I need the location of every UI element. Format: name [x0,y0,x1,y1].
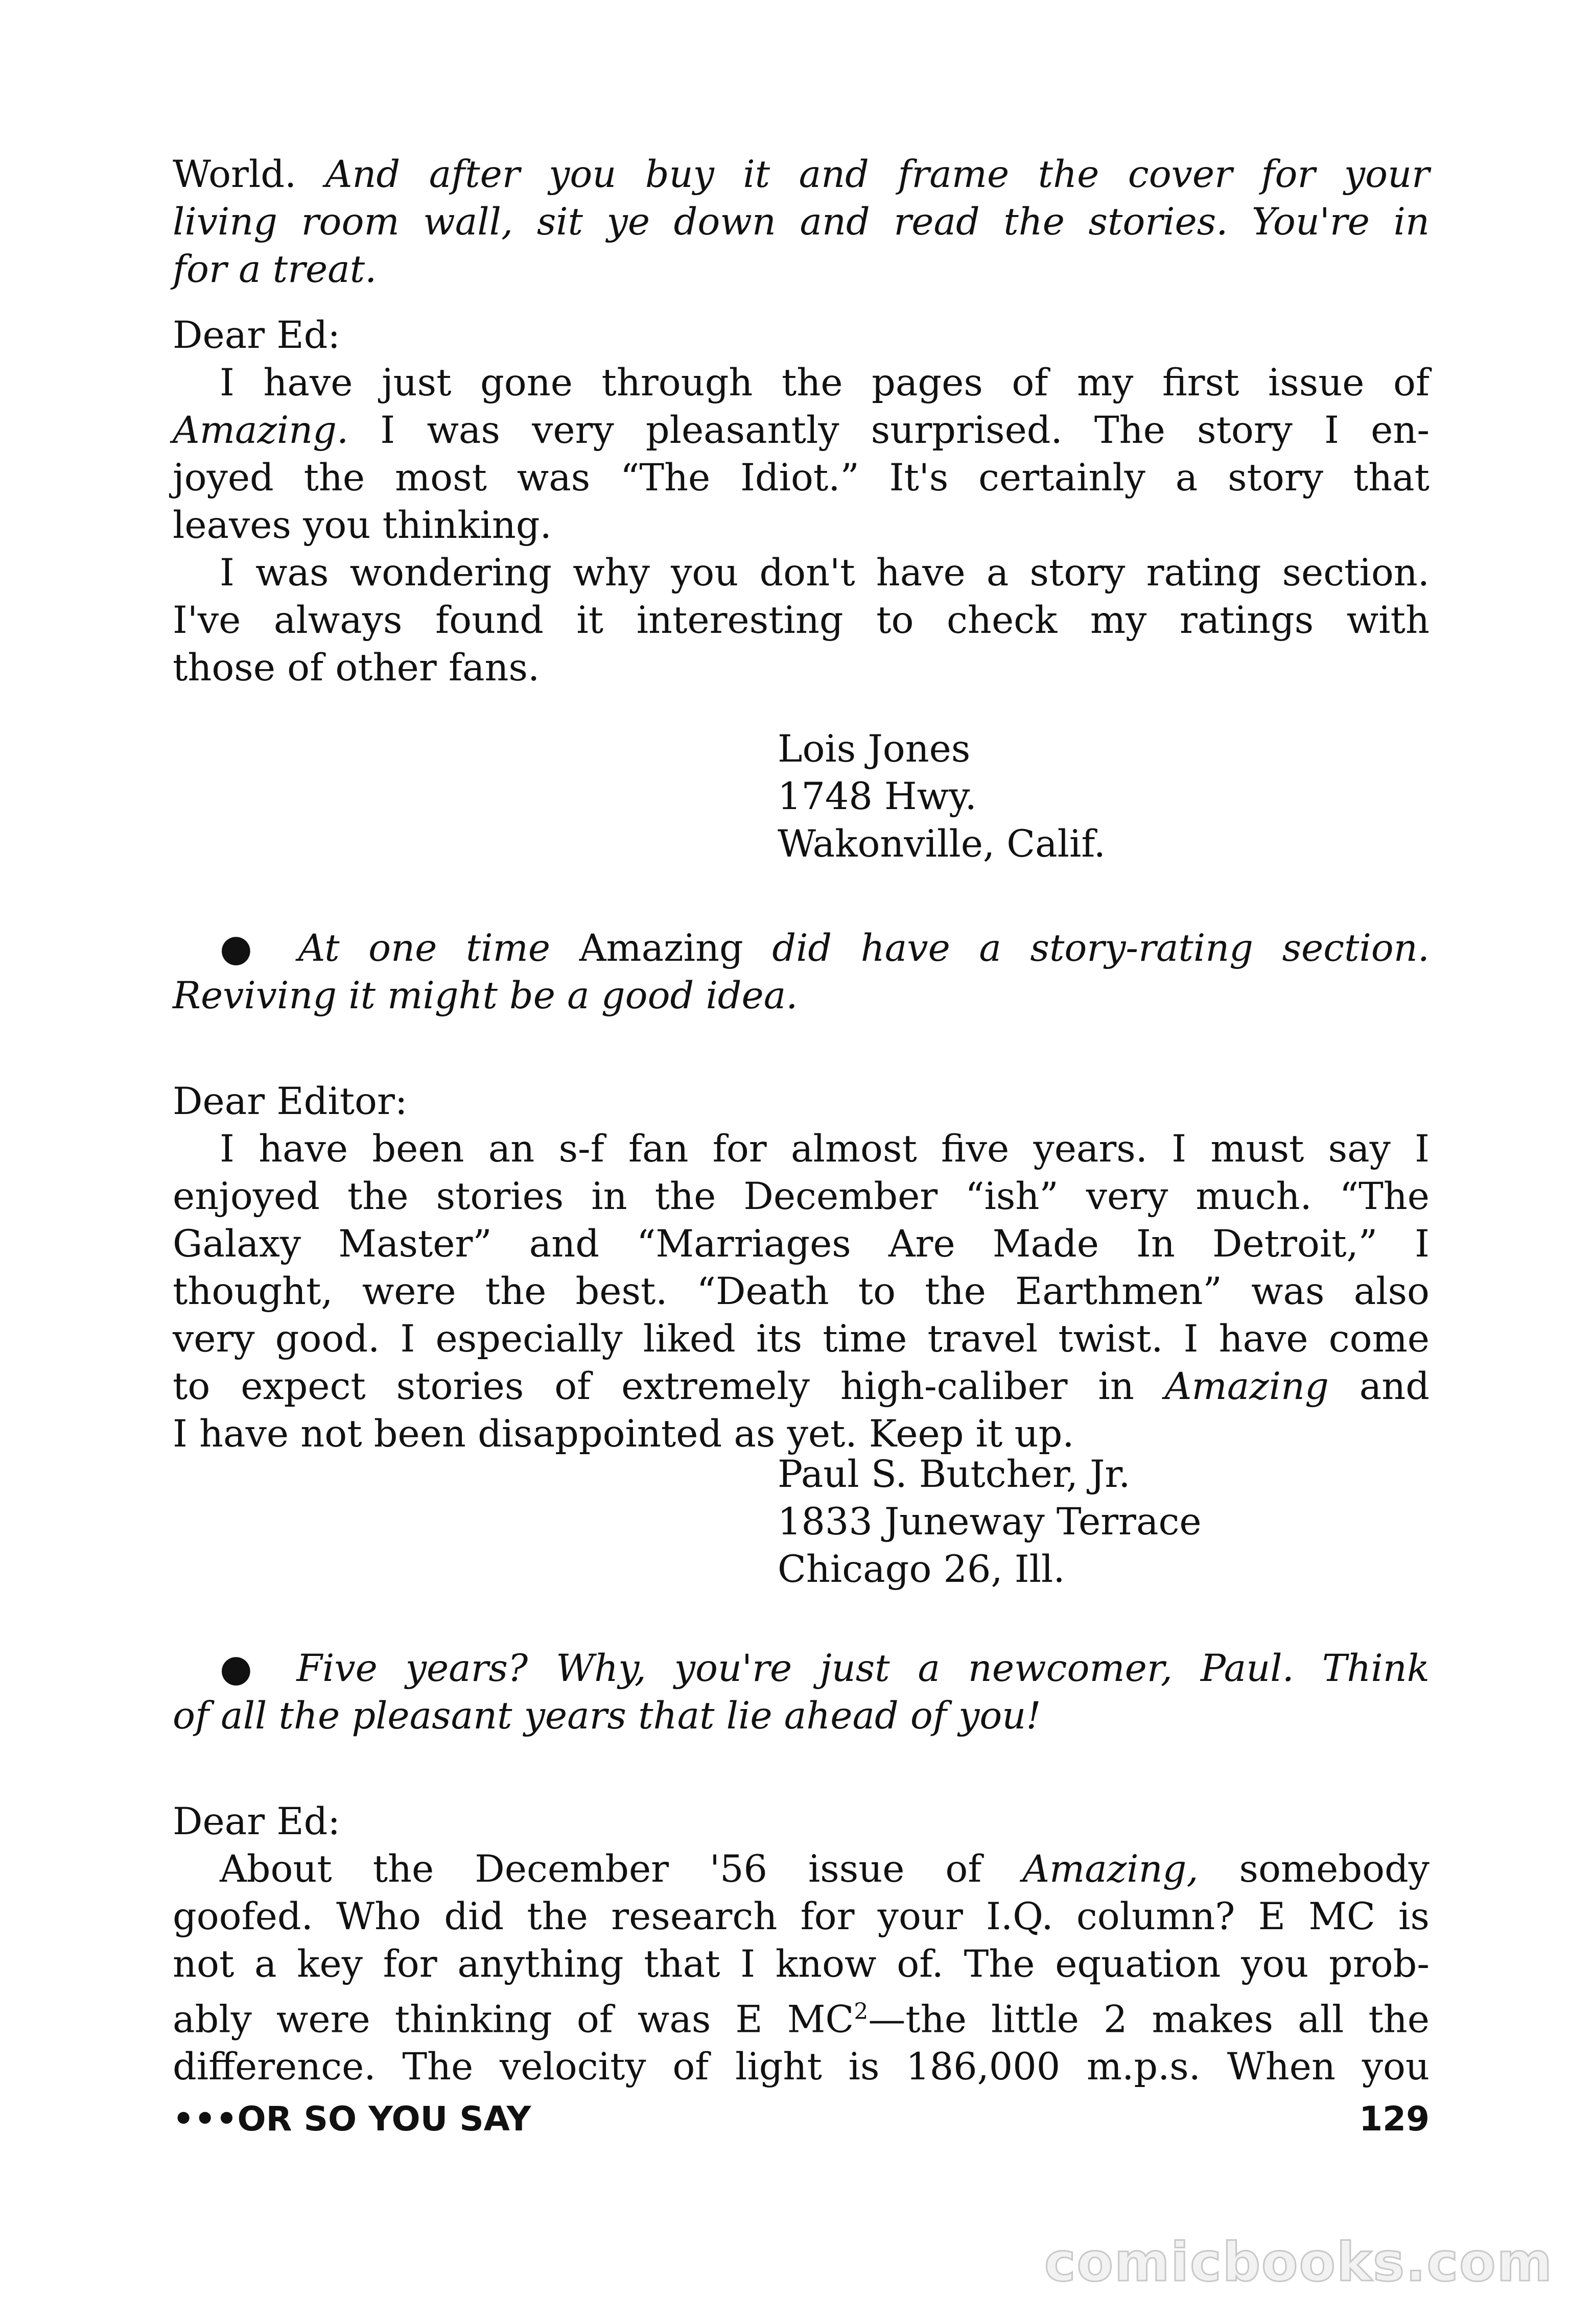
text-line: living room wall, sit ye down and read the stories. You're in [173,200,1430,244]
running-footer-title: •••OR SO YOU SAY [173,2099,531,2139]
editor-reply-1 [173,924,1430,1019]
signature-lois-jones [778,725,1106,868]
letter-paul-butcher [173,1078,1430,1458]
text-line: thought, were the best. “Death to the Earthmen” was also [173,1270,1430,1313]
text-line: did have a story-rating section. [743,927,1430,970]
signature-address: 1833 Juneway Terrace [778,1500,1202,1544]
text-line: I have been an s-f fan for almost five years. I must say I [220,1127,1430,1171]
text-line: About the December '56 issue of [220,1847,1023,1891]
page-footer [173,2099,1430,2139]
text-line: I have not been disappointed as yet. Keep it up. [173,1412,1074,1456]
text-line: I was wondering why you don't have a story rating section. [220,551,1430,595]
salutation: Dear Ed: [173,1800,340,1843]
superscript: 2 [854,1999,869,2025]
text-line: At one time [269,927,579,970]
text-line: difference. The velocity of light is 186,000 m.p.s. When you [173,2045,1430,2089]
magazine-title: Amazing. [173,409,349,452]
text-line: very good. I especially liked its time travel twist. I have come [173,1317,1430,1361]
text-line: goofed. Who did the research for your I.Q. column? E MC is [173,1895,1430,1938]
signature-name: Lois Jones [778,727,971,771]
text-line: for a treat. [173,248,377,291]
text-line: joyed the most was “The Idiot.” It's certainly a story that [173,456,1430,500]
signature-city: Chicago 26, Ill. [778,1548,1065,1591]
magazine-title: Amazing [1164,1365,1329,1408]
text-line: —the little 2 makes all the [868,1998,1430,2042]
text-line: Reviving it might be a good idea. [173,974,798,1017]
salutation: Dear Ed: [173,314,340,357]
text-line: ably were thinking of was E MC [173,1998,854,2042]
watermark: comicbooks.com [1044,2231,1553,2293]
text-line: I have just gone through the pages of my first issue of [220,361,1430,405]
letter-lois-jones [173,312,1430,692]
text-line: I've always found it interesting to check my ratings with [173,599,1430,642]
signature-address: 1748 Hwy. [778,775,977,818]
bullet-icon: ● [220,927,270,970]
salutation: Dear Editor: [173,1080,408,1123]
text-line: somebody [1198,1847,1430,1891]
text-line: of all the pleasant years that lie ahead of you! [173,1694,1041,1738]
text-line: those of other fans. [173,646,540,690]
page-number: 129 [1359,2099,1430,2139]
letter-iq-column [173,1798,1430,2091]
text-line: I was very pleasantly surprised. The story I en- [348,409,1430,452]
bullet-icon: ● [220,1647,269,1690]
signature-city: Wakonville, Calif. [778,822,1106,866]
magazine-title: Amazing, [1022,1847,1199,1891]
editor-reply-continued [173,151,1430,293]
signature-name: Paul S. Butcher, Jr. [778,1453,1131,1496]
magazine-title: Amazing [579,927,743,970]
text-line: not a key for anything that I know of. The equation you prob- [173,1942,1430,1986]
text-line: to expect stories of extremely high-caliber in [173,1365,1165,1408]
text-line: And after you buy it and frame the cover for your [325,153,1430,196]
text-line: World. [173,153,325,196]
text-line: leaves you thinking. [173,504,552,547]
editor-reply-2 [173,1645,1430,1740]
signature-paul-butcher [778,1451,1202,1593]
text-line: and [1328,1365,1430,1408]
text-line: Five years? Why, you're just a newcomer, Paul. Think [268,1647,1430,1690]
text-line: Galaxy Master” and “Marriages Are Made In Detroit,” I [173,1222,1430,1266]
text-line: enjoyed the stories in the December “ish” very much. “The [173,1175,1430,1218]
